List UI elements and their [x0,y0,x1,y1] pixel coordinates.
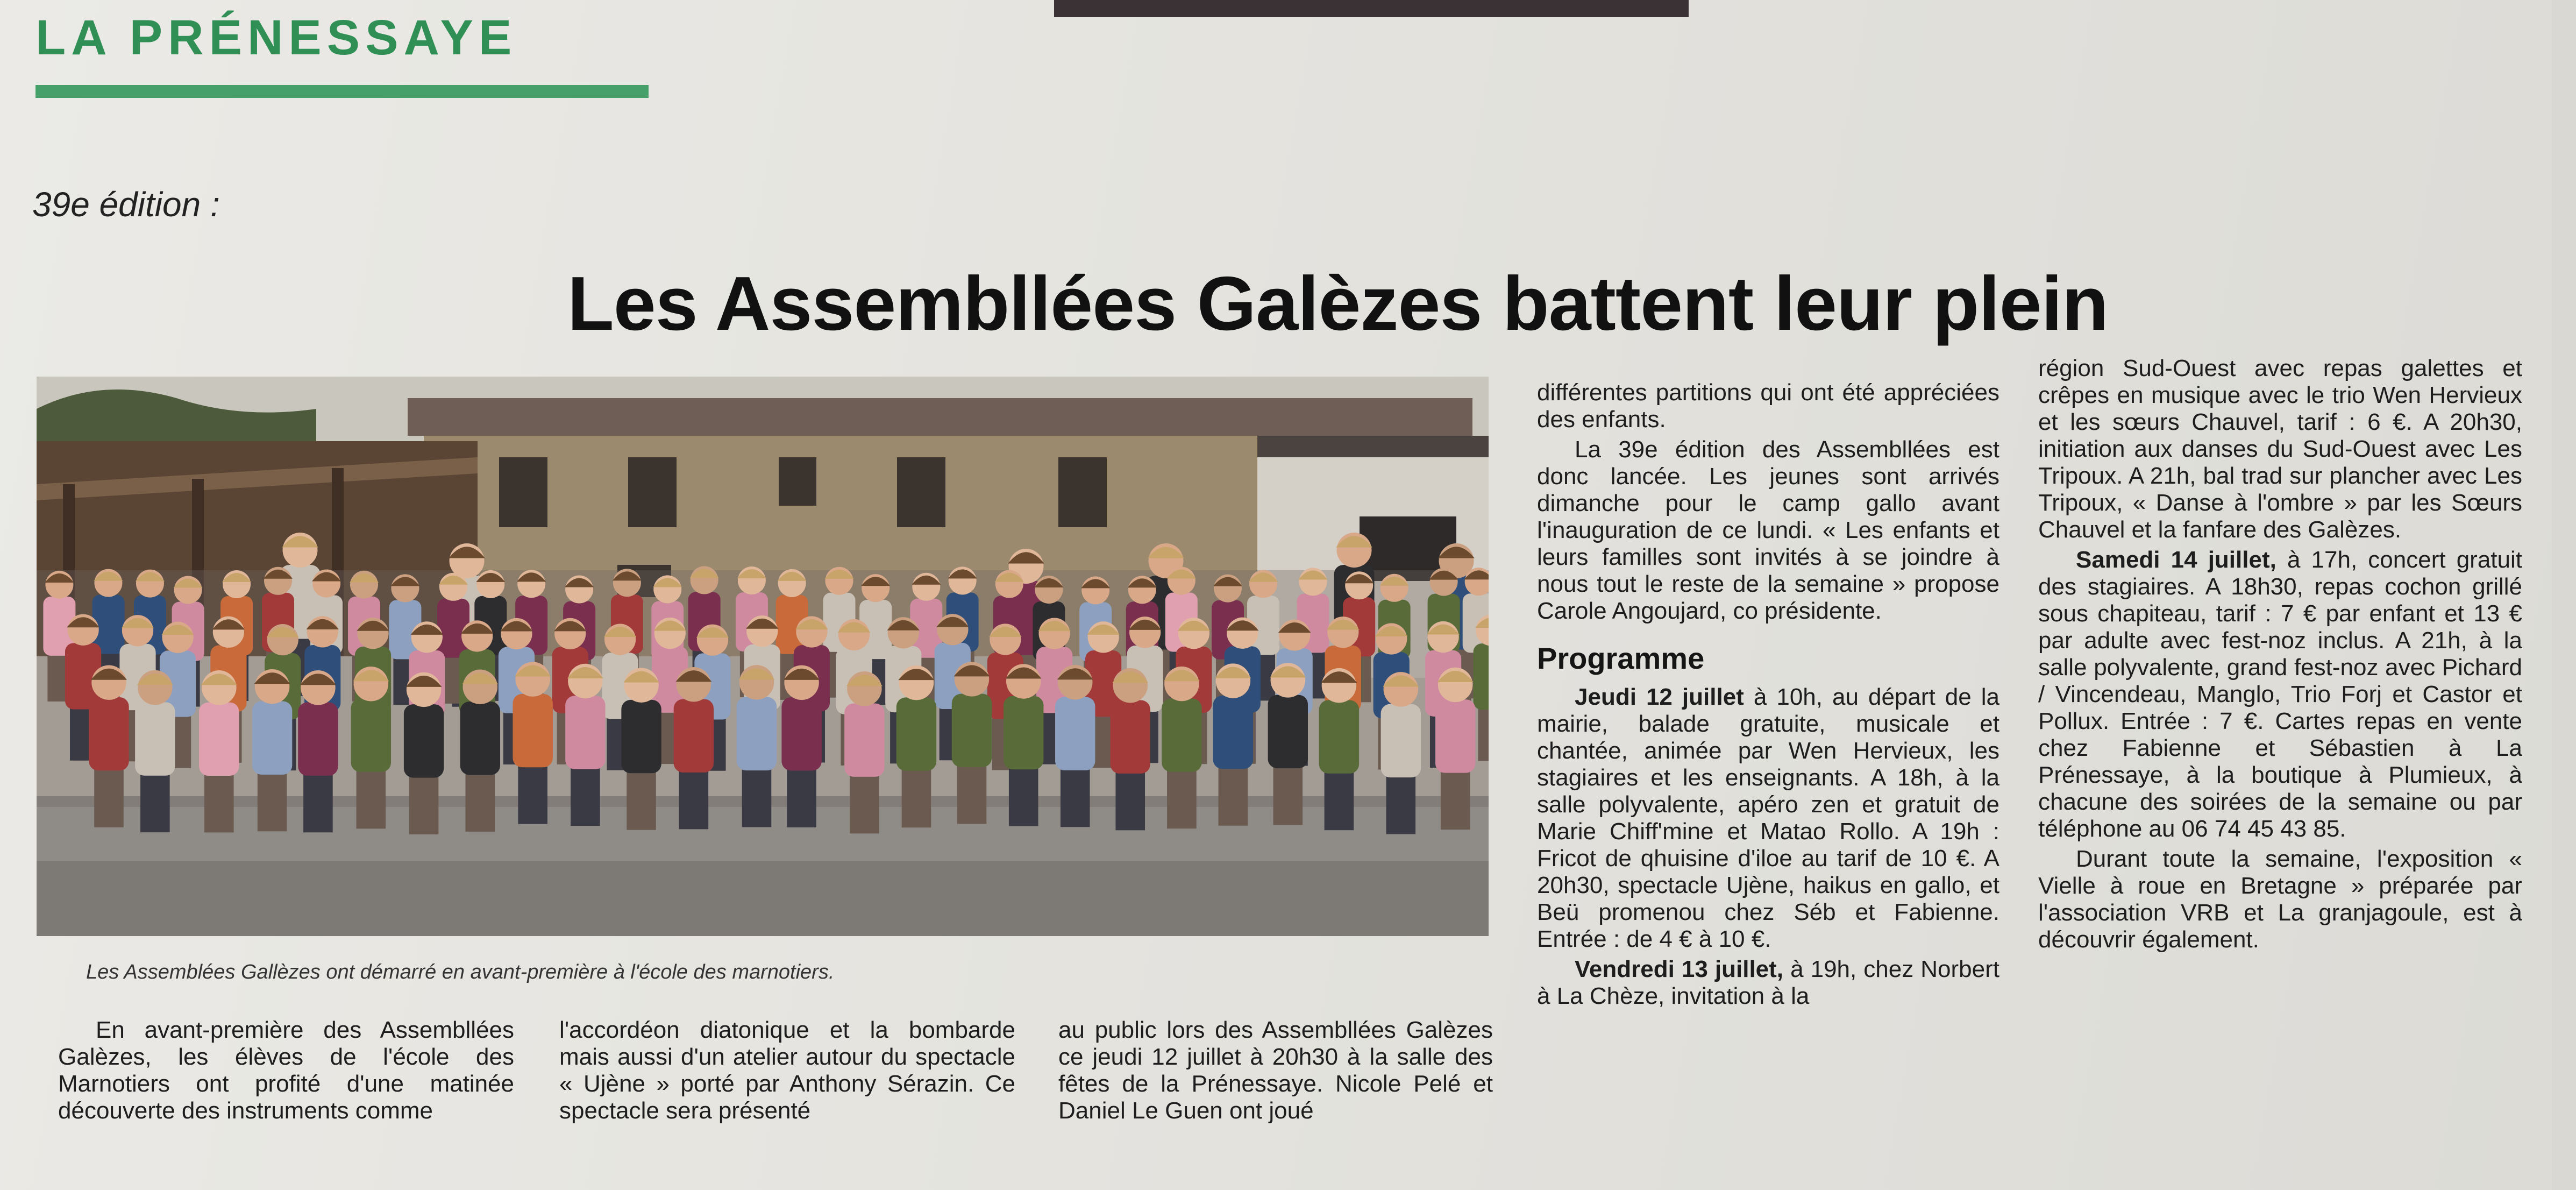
article-column-5 [2038,355,2522,1151]
person [1055,665,1095,827]
paragraph: La 39e édition des Assembllées est donc lancée. Les jeunes sont arrivés dimanche pour le camp gallo avant l'inauguration de ce lundi. « Les enfants et leurs familles sont invités à se joindre à nous tout le reste de la semaine » propose Carole Angoujard, co présidente. [1537,436,1999,624]
paragraph-text: à 10h, au départ de la mairie, balade gratuite, musicale et chantée, animée par Wen Hervieux, les stagiaires et les enseignants. A 18h, à la salle polyvalente, apéro zen et gratuit de Marie Chiff'mine et Matao Rollo. A 19h : Fricot de qhuisine d'iloe au tarif de 10 €. A 20h30, spectacle Ujène, haikus en gallo, et Beü promenou chez Séb et Fabienne. Entrée : de 4 € à 10 €. [1537,684,1999,952]
person [1213,663,1253,825]
paragraph-text: à 19h, chez Norbert à La Chèze, invitation à la [1537,956,1999,1009]
person [513,662,552,824]
person [781,665,821,827]
person [1435,668,1475,830]
person [404,672,444,834]
person [89,665,129,827]
day-label: Vendredi 13 juillet, [1575,956,1784,982]
paragraph-thursday [1537,684,1999,953]
top-photo-edge [1054,0,1689,17]
person [1162,667,1201,828]
person [737,665,777,827]
paragraph-saturday [2038,547,2522,842]
day-label: Samedi 14 juillet, [2076,547,2276,573]
article-column-4 [1537,379,1999,1186]
person [952,662,992,824]
paragraph-text: à 17h, concert gratuit des stagiaires. A 18h30, repas cochon grillé sous chapiteau, tarif : 7 € par enfant et 13 € par adulte avec fest-noz inclus. A 21h, à la salle polyvalente, grand fest-noz avec Pichard / Vincendeau, Manglo, Trio Forj et Castor et Pollux. Entrée : 7 €. Cartes repas en vente chez Fabienne et Sébastien à La Prénessaye, à la boutique à Plumieux, à chacune des soirées de la semaine ou par téléphone au 06 74 45 43 85. [2038,547,2522,842]
photo-caption: Les Assemblées Gallèzes ont démarré en avant-première à l'école des marnotiers. [86,961,835,983]
person [135,670,175,832]
paragraph: Durant toute la semaine, l'exposition « Vielle à roue en Bretagne » préparée par l'association VRB et La granjagoule, est à découvrir également. [2038,846,2522,953]
person [1004,664,1043,826]
paragraph: l'accordéon diatonique et la bombarde mais aussi d'un atelier autour du spectacle « Ujène » porté par Anthony Sérazin. Ce spectacle sera présenté [559,1017,1015,1124]
section-title: LA PRÉNESSAYE [35,10,517,65]
article-column-2 [559,1017,1015,1178]
article-column-1 [58,1017,514,1178]
person [1111,668,1150,830]
group-photo [37,377,1489,936]
headline: Les Assembllées Galèzes battent leur plein [567,261,2108,346]
paragraph: En avant-première des Assembllées Galèzes, les élèves de l'école des Marnotiers ont profité d'une matinée découverte des instruments comme [58,1017,514,1124]
person [674,667,714,829]
section-rule [35,85,649,98]
person [1381,672,1421,834]
day-label: Jeudi 12 juillet [1575,684,1744,710]
person [351,667,391,828]
person [460,670,500,832]
person [844,671,884,833]
paragraph: région Sud-Ouest avec repas galettes et crêpes en musique avec le trio Wen Hervieux et les sœurs Chauvel, tarif : 6 €. A 20h30, initiation aux danses du Sud-Ouest avec Les Tripoux. A 21h, bal trad sur plancher avec Les Tripoux, « Danse à l'ombre » par les Sœurs Chauvel et la fanfare des Galèzes. [2038,355,2522,543]
person [565,664,605,826]
paragraph-friday [1537,956,1999,1010]
person [1319,668,1359,830]
person [621,668,661,830]
person [298,670,338,832]
programme-heading: Programme [1537,641,1705,675]
article-column-3 [1058,1017,1493,1178]
paragraph: différentes partitions qui ont été appréciées des enfants. [1537,379,1999,433]
person [252,669,292,831]
paragraph: au public lors des Assembllées Galèzes ce jeudi 12 juillet à 20h30 à la salle des fêtes de la Prénessaye. Nicole Pelé et Daniel Le Guen ont joué [1058,1017,1493,1124]
person [1268,663,1308,825]
person [199,670,239,832]
person [896,665,936,827]
kicker: 39e édition : [32,185,220,224]
